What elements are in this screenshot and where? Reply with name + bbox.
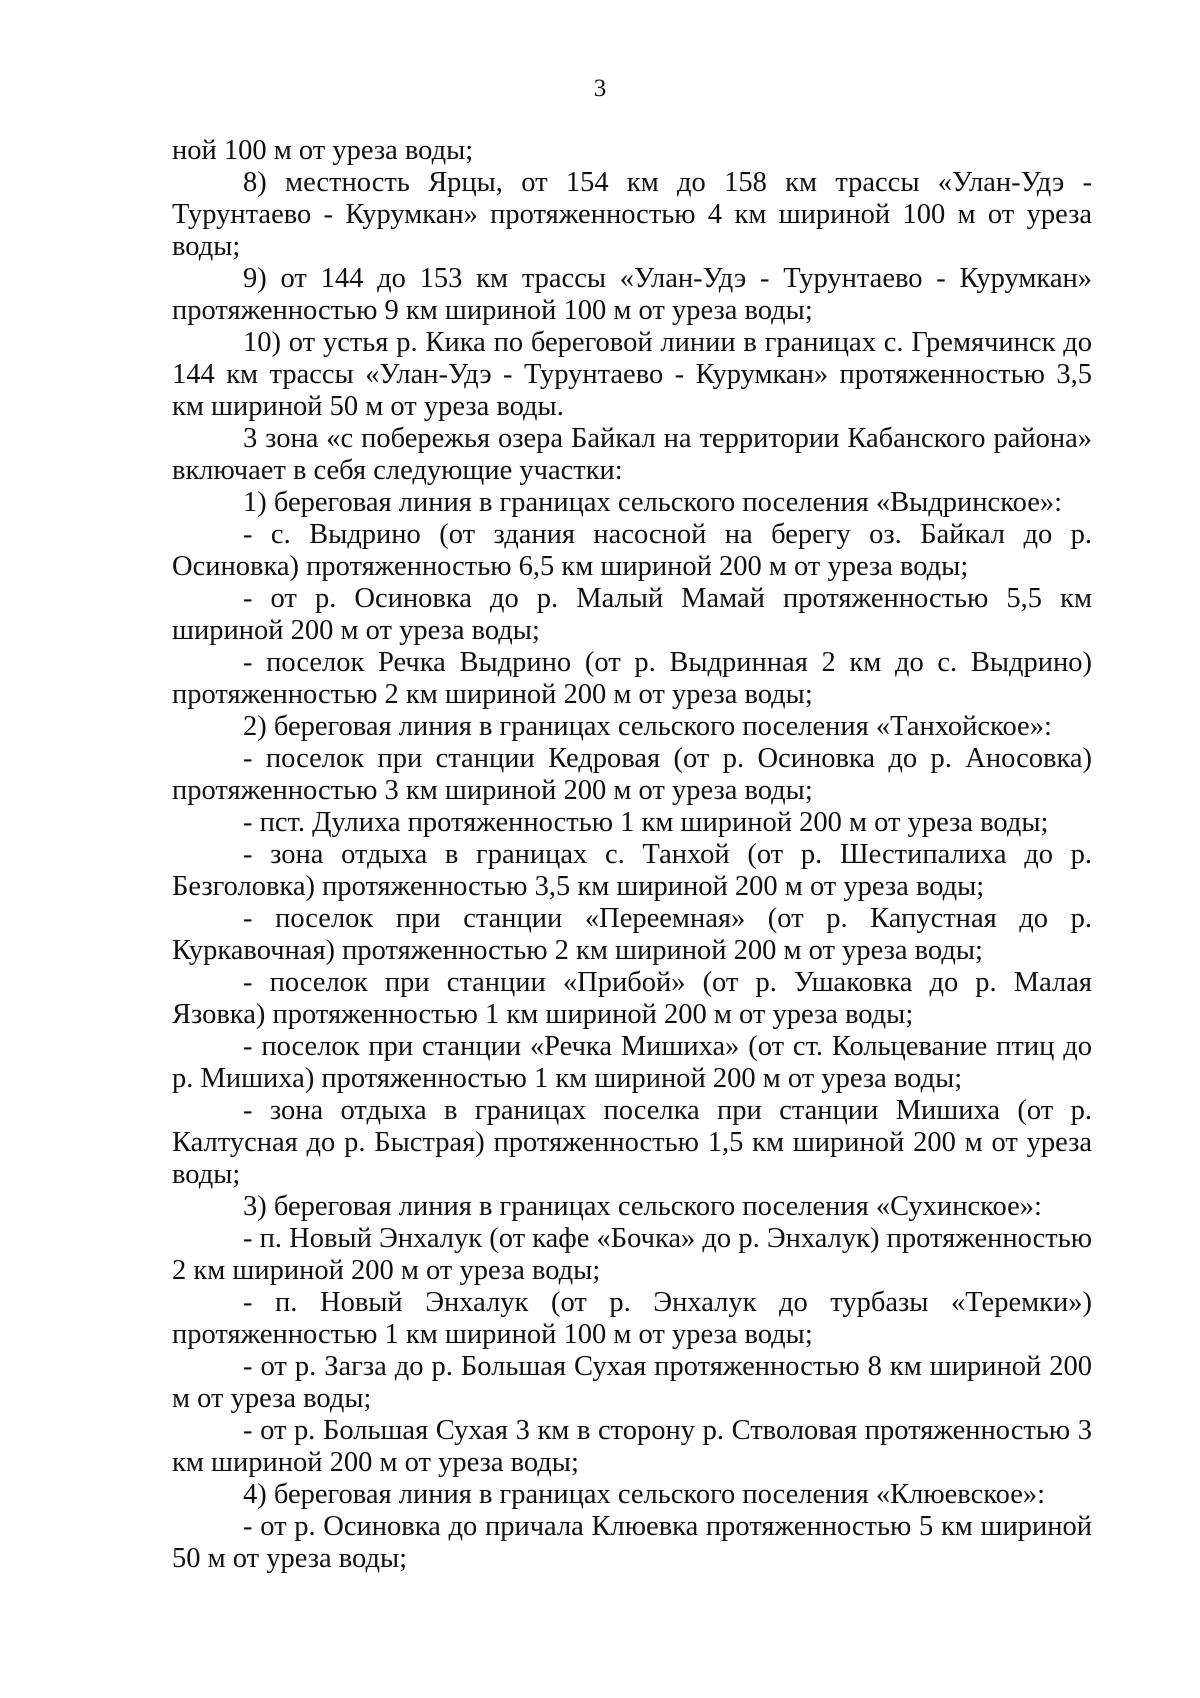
sub-item: - от р. Осиновка до р. Малый Мамай протяженностью 5,5 км шириной 200 м от уреза воды; bbox=[172, 583, 1092, 646]
document-body bbox=[172, 135, 1092, 1575]
zone-3-heading: 3 зона «с побережья озера Байкал на территории Кабанского района» включает в себя следующие участки: bbox=[172, 423, 1092, 486]
paragraph-continuation: ной 100 м от уреза воды; bbox=[172, 135, 474, 166]
sub-item: - поселок при станции «Прибой» (от р. Ушаковка до р. Малая Язовка) протяженностью 1 км шириной 200 м от уреза воды; bbox=[172, 967, 1092, 1030]
list-item-10: 10) от устья р. Кика по береговой линии в границах с. Гремячинск до 144 км трассы «Улан-Удэ - Турунтаево - Курумкан» протяженностью 3,5 км шириной 50 м от уреза воды. bbox=[172, 327, 1092, 422]
section-sukhinskoe: 3) береговая линия в границах сельского поселения «Сухинское»: bbox=[243, 1191, 1042, 1222]
sub-item: - от р. Осиновка до причала Клюевка протяженностью 5 км шириной 50 м от уреза воды; bbox=[172, 1511, 1092, 1574]
sub-item: - п. Новый Энхалук (от р. Энхалук до турбазы «Теремки») протяженностью 1 км шириной 100 м от уреза воды; bbox=[172, 1287, 1092, 1350]
sub-item: - п. Новый Энхалук (от кафе «Бочка» до р. Энхалук) протяженностью 2 км шириной 200 м от уреза воды; bbox=[172, 1223, 1092, 1286]
sub-item: - поселок при станции «Переемная» (от р. Капустная до р. Куркавочная) протяженностью 2 км шириной 200 м от уреза воды; bbox=[172, 903, 1092, 966]
sub-item: - зона отдыха в границах поселка при станции Мишиха (от р. Калтусная до р. Быстрая) протяженностью 1,5 км шириной 200 м от уреза воды; bbox=[172, 1095, 1092, 1190]
sub-item: - поселок Речка Выдрино (от р. Выдринная 2 км до с. Выдрино) протяженностью 2 км шириной 200 м от уреза воды; bbox=[172, 647, 1092, 710]
sub-item: - поселок при станции «Речка Мишиха» (от ст. Кольцевание птиц до р. Мишиха) протяженностью 1 км шириной 200 м от уреза воды; bbox=[172, 1031, 1092, 1094]
sub-item: - зона отдыха в границах с. Танхой (от р. Шестипалиха до р. Безголовка) протяженностью 3,5 км шириной 200 м от уреза воды; bbox=[172, 839, 1092, 902]
list-item-9: 9) от 144 до 153 км трассы «Улан-Удэ - Турунтаево - Курумкан» протяженностью 9 км шириной 100 м от уреза воды; bbox=[172, 263, 1092, 326]
sub-item: - от р. Большая Сухая 3 км в сторону р. Стволовая протяженностью 3 км шириной 200 м от уреза воды; bbox=[172, 1415, 1092, 1478]
sub-item: - от р. Загза до р. Большая Сухая протяженностью 8 км шириной 200 м от уреза воды; bbox=[172, 1351, 1092, 1414]
sub-item: - с. Выдрино (от здания насосной на берегу оз. Байкал до р. Осиновка) протяженностью 6,5 км шириной 200 м от уреза воды; bbox=[172, 519, 1092, 582]
sub-item: - поселок при станции Кедровая (от р. Осиновка до р. Аносовка) протяженностью 3 км шириной 200 м от уреза воды; bbox=[172, 743, 1092, 806]
section-tankhoyskoe: 2) береговая линия в границах сельского поселения «Танхойское»: bbox=[243, 711, 1052, 742]
section-klyuevskoe: 4) береговая линия в границах сельского поселения «Клюевское»: bbox=[243, 1479, 1046, 1510]
section-vydrinskoe: 1) береговая линия в границах сельского поселения «Выдринское»: bbox=[243, 487, 1063, 518]
page-number: 3 bbox=[593, 75, 607, 102]
sub-item: - пст. Дулиха протяженностью 1 км шириной 200 м от уреза воды; bbox=[243, 807, 1049, 838]
list-item-8: 8) местность Ярцы, от 154 км до 158 км трассы «Улан-Удэ - Турунтаево - Курумкан» протяженностью 4 км шириной 100 м от уреза воды; bbox=[172, 167, 1092, 262]
